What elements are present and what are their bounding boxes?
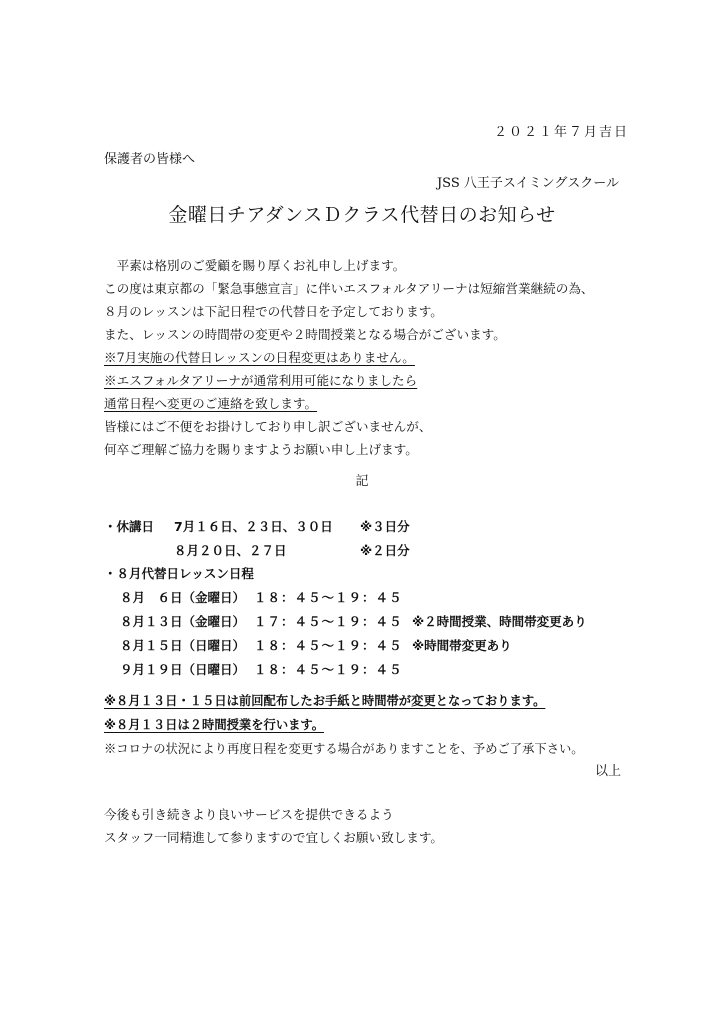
ki-heading: 記 bbox=[355, 474, 369, 489]
body-line-4: また、レッスンの時間帯の変更や２時間授業となる場合がございます。 bbox=[104, 327, 506, 342]
alt-time-3: １８：４５〜１９：４５ bbox=[254, 638, 403, 653]
body-line-5: ※7月実施の代替日レッスンの日程変更はありません。 bbox=[104, 350, 415, 365]
body-line-1: 平素は格別のご愛顧を賜り厚くお礼申し上げます。 bbox=[104, 258, 406, 273]
alt-date-3: ８月１５日（日曜日） bbox=[120, 638, 246, 653]
document-title: 金曜日チアダンスＤクラス代替日のお知らせ bbox=[168, 204, 556, 226]
alt-date-2: ８月１３日（金曜日） bbox=[120, 614, 246, 629]
closed-dates-2: ８月２０日、２７日 bbox=[174, 543, 287, 558]
issue-date: ２０２１年７月吉日 bbox=[493, 125, 629, 140]
addressee: 保護者の皆様へ bbox=[104, 152, 196, 167]
body-line-7: 通常日程へ変更のご連絡を致します。 bbox=[104, 396, 318, 411]
closed-count-1: ※３日分 bbox=[360, 519, 410, 534]
closed-days-label: ・休講日 bbox=[104, 519, 155, 534]
body-line-9: 何卒ご理解ご協力を賜りますようお願い申し上げます。 bbox=[104, 442, 418, 457]
note-two-hour-class: ※８月１３日は２時間授業を行います。 bbox=[104, 718, 325, 732]
alt-note-2: ※２時間授業、時間帯変更あり bbox=[412, 614, 587, 629]
footer-line-2: スタッフ一同精進して参りますので宜しくお願い致します。 bbox=[104, 830, 444, 845]
alt-days-label: ・８月代替日レッスン日程 bbox=[104, 566, 254, 581]
body-line-2: この度は東京都の「緊急事態宣言」に伴いエスフォルタアリーナは短縮営業継続の為、 bbox=[104, 281, 594, 296]
body-line-8: 皆様にはご不便をお掛けしており申し訳ございませんが、 bbox=[104, 419, 432, 434]
sender-name: JSS 八王子スイミングスクール bbox=[436, 176, 619, 191]
note-corona: ※コロナの状況により再度日程を変更する場合がありますことを、予めご了承下さい。 bbox=[104, 742, 584, 756]
body-line-6: ※エスフォルタアリーナが通常利用可能になりましたら bbox=[104, 373, 418, 388]
alt-date-4: ９月１９日（日曜日） bbox=[120, 662, 246, 677]
alt-time-4: １８：４５〜１９：４５ bbox=[254, 662, 403, 677]
closed-dates-1: 7月１６日、２３日、３０日 bbox=[174, 519, 333, 534]
alt-time-2: １７：４５〜１９：４５ bbox=[254, 614, 403, 629]
alt-note-3: ※時間帯変更あり bbox=[412, 638, 512, 653]
alt-time-1: １８：４５〜１９：４５ bbox=[254, 590, 403, 605]
closed-count-2: ※２日分 bbox=[360, 543, 410, 558]
alt-date-1: ８月 ６日（金曜日） bbox=[120, 590, 246, 605]
footer-line-1: 今後も引き続きより良いサービスを提供できるよう bbox=[104, 807, 394, 822]
closing-ijou: 以上 bbox=[594, 764, 621, 779]
note-schedule-change: ※８月１３日・１５日は前回配布したお手紙と時間帯が変更となっております。 bbox=[104, 694, 546, 708]
body-line-3: ８月のレッスンは下記日程での代替日を予定しております。 bbox=[104, 304, 443, 319]
